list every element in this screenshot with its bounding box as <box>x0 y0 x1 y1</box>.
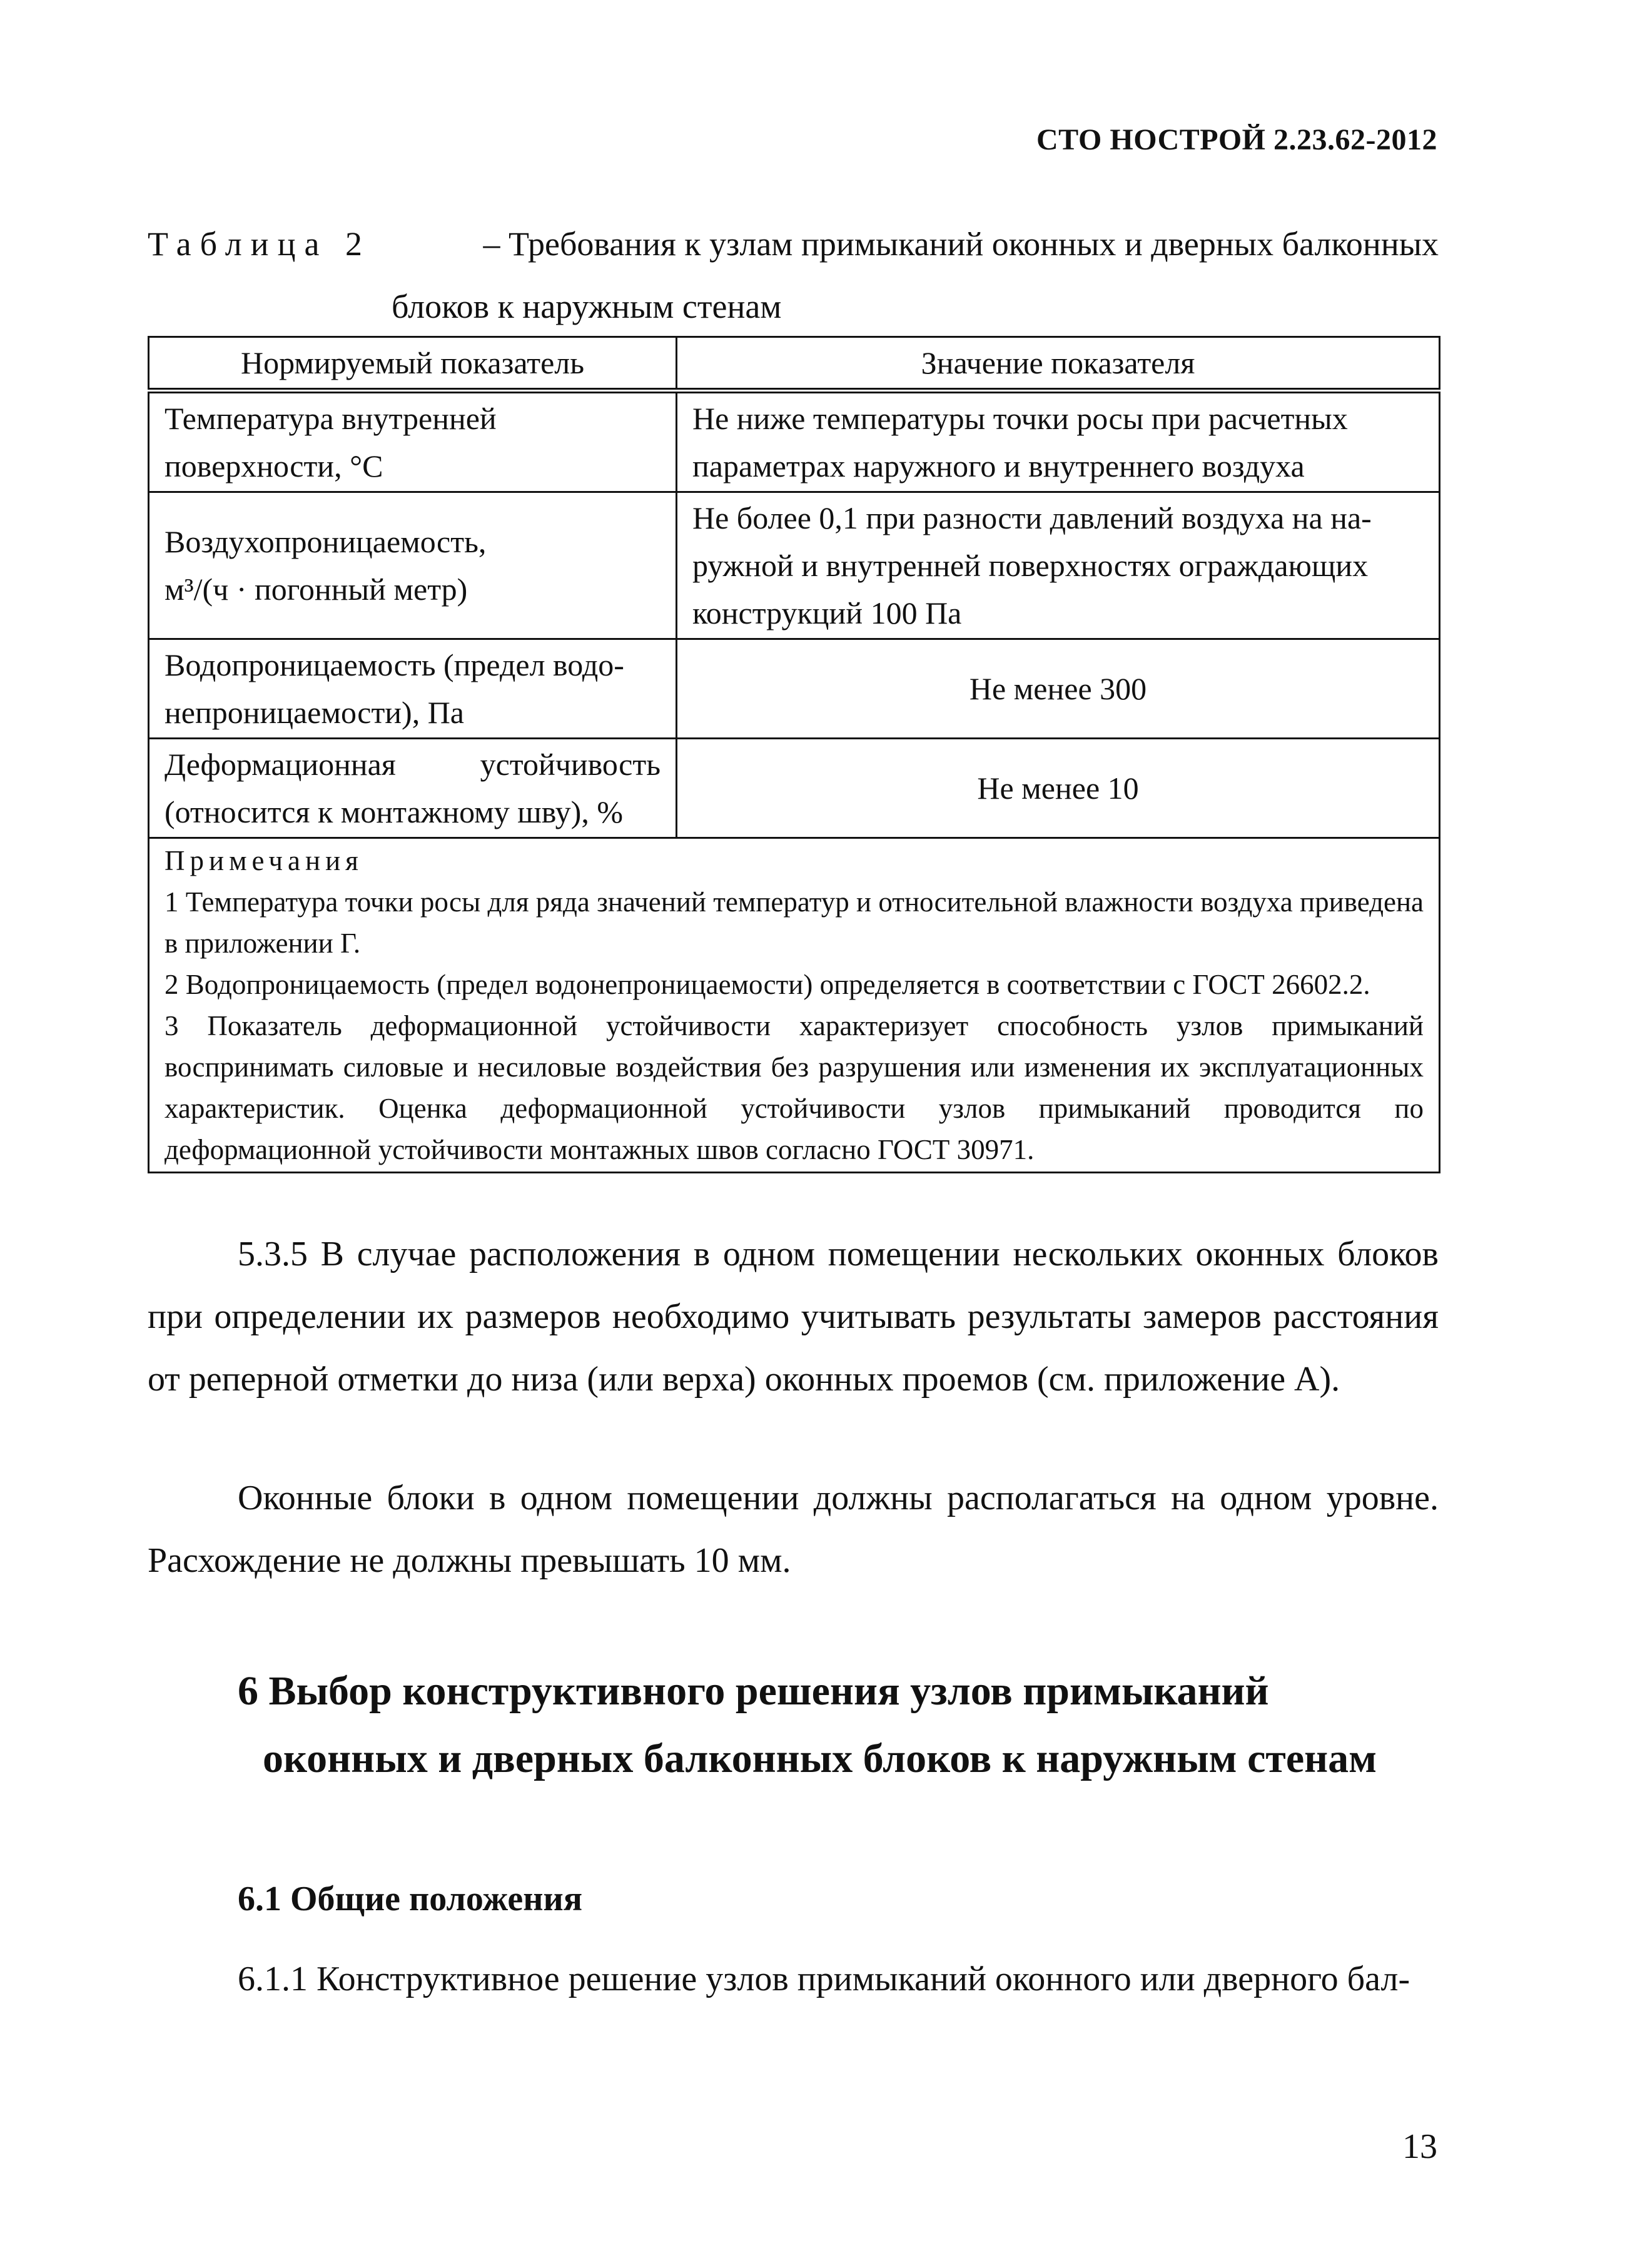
paragraph-5-3-5: 5.3.5 В случае расположения в одном помещении нескольких оконных блоков при определении их размеров необходимо учитывать результаты замеров расстояния от реперной отметки до низа (или верха) оконных проемов (см. приложение А). <box>148 1235 1439 1399</box>
cell-word: Деформационная <box>165 747 396 782</box>
indicator-cell <box>149 739 677 838</box>
cell-line: параметрах наружного и внутреннего воздуха <box>692 448 1305 483</box>
paragraph-window-level: Оконные блоки в одном помещении должны располагаться на одном уровне. Расхождение не должны превышать 10 мм. <box>148 1479 1439 1580</box>
cell-line: ружной и внутренней поверхностях ограждающих <box>692 548 1369 583</box>
indicator-cell <box>149 492 677 639</box>
cell-word: устойчивость <box>480 747 661 782</box>
page-number: 13 <box>1402 2127 1437 2166</box>
table-caption <box>148 213 1439 338</box>
notes-title: Примечания <box>165 845 363 876</box>
value-cell <box>677 391 1440 492</box>
value-cell: Не менее 300 <box>677 639 1440 739</box>
paragraph-6-1-1: 6.1.1 Конструктивное решение узлов примыканий оконного или дверного бал- <box>238 1960 1410 1998</box>
cell-line: конструкций 100 Па <box>692 595 962 630</box>
cell-line: поверхности, °С <box>165 448 383 483</box>
value-cell: Не менее 10 <box>677 739 1440 838</box>
cell-line: м³/(ч · погонный метр) <box>165 572 468 607</box>
table-caption-text: – Требования к узлам примыканий оконных и дверных балконных <box>483 225 1439 263</box>
notes-cell <box>149 838 1440 1173</box>
table-row <box>149 639 1440 739</box>
requirements-table <box>148 336 1440 1173</box>
note-item: 1 Температура точки росы для ряда значений температур и относительной влажности воздуха приведена в приложении Г. <box>165 886 1424 959</box>
table-row <box>149 391 1440 492</box>
cell-line: Водопроницаемость (предел водо- <box>165 647 624 682</box>
note-item: 3 Показатель деформационной устойчивости характеризует способность узлов примыканий воспринимать силовые и несиловые воздействия без разрушения или изменения их эксплуатационных характеристик. Оценка деформационной устойчивости узлов примыканий проводится по деформационной устойчивости монтажных швов согласно ГОСТ 30971. <box>165 1010 1424 1165</box>
cell-line: непроницаемости), Па <box>165 695 465 730</box>
table-caption-label: Таблица 2 <box>148 225 371 263</box>
cell-line: Не более 0,1 при разности давлений воздуха на на- <box>692 500 1372 535</box>
cell-line: (относится к монтажному шву), % <box>165 794 623 829</box>
cell-line: Температура внутренней <box>165 401 497 436</box>
cell-line: Не ниже температуры точки росы при расчетных <box>692 401 1348 436</box>
notes-row <box>149 838 1440 1173</box>
subsection-heading: 6.1 Общие положения <box>238 1880 583 1918</box>
section-heading-line1: 6 Выбор конструктивного решения узлов примыканий <box>238 1668 1269 1714</box>
document-code: СТО НОСТРОЙ 2.23.62-2012 <box>1036 123 1437 156</box>
indicator-cell <box>149 639 677 739</box>
table-caption-continuation: блоков к наружным стенам <box>392 288 782 325</box>
table-header-row <box>149 337 1440 391</box>
note-item: 2 Водопроницаемость (предел водонепроницаемости) определяется в соответствии с ГОСТ 26602.2. <box>165 969 1370 1000</box>
cell-line <box>165 741 661 788</box>
column-header-value: Значение показателя <box>677 337 1440 391</box>
table-row <box>149 739 1440 838</box>
table-row <box>149 492 1440 639</box>
column-header-indicator: Нормируемый показатель <box>149 337 677 391</box>
cell-line: Воздухопроницаемость, <box>165 524 487 559</box>
value-cell <box>677 492 1440 639</box>
indicator-cell <box>149 391 677 492</box>
section-heading-line2: оконных и дверных балконных блоков к наружным стенам <box>263 1736 1377 1781</box>
